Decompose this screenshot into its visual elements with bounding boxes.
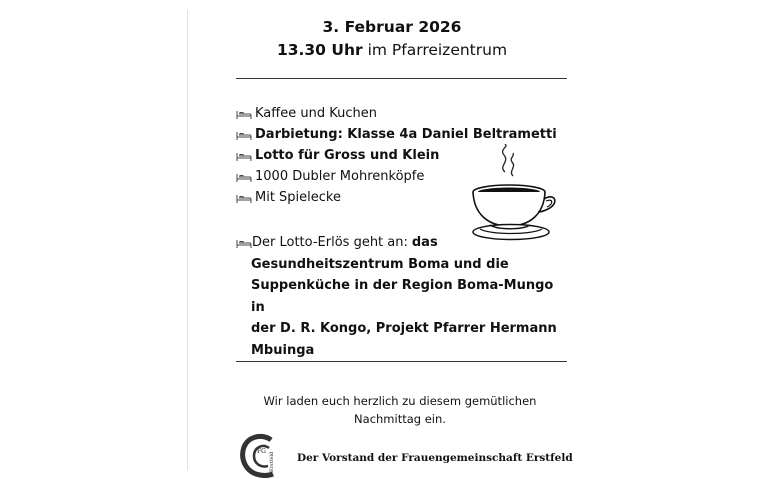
- bullet-icon: [236, 129, 252, 141]
- logo-text: Erstfeld: [269, 451, 275, 472]
- lotto-recipient-line: Suppenküche in der Region Boma-Mungo in: [251, 278, 554, 315]
- program-item-label: Lotto für Gross und Klein: [255, 148, 440, 163]
- logo-letters: FG: [257, 448, 266, 455]
- lotto-recipient-first: das: [411, 235, 438, 250]
- invitation-text: [250, 392, 550, 428]
- bullet-icon: [236, 192, 252, 204]
- lotto-recipient-line: der D. R. Kongo, Projekt Pfarrer Hermann: [251, 321, 557, 336]
- invitation-line: Wir laden euch herzlich zu diesem gemütlichen: [263, 394, 537, 408]
- bullet-icon: [236, 237, 252, 249]
- program-item-label: Darbietung: Klasse 4a Daniel Beltrametti: [255, 127, 557, 142]
- lotto-intro: Der Lotto-Erlös geht an:: [252, 235, 408, 250]
- top-divider: [236, 78, 567, 79]
- page-edge-line: [187, 10, 188, 470]
- invitation-line: Nachmittag ein.: [354, 412, 446, 426]
- program-item-label: Mit Spielecke: [255, 190, 341, 205]
- program-item-label: Kaffee und Kuchen: [255, 106, 377, 121]
- bullet-icon: [236, 150, 252, 162]
- lotto-recipient-line: Gesundheitszentrum Boma und die: [251, 256, 509, 272]
- coffee-cup-icon: [468, 144, 558, 242]
- event-time: 13.30 Uhr: [276, 41, 363, 59]
- lotto-first-line: [236, 232, 566, 254]
- lotto-proceeds: [236, 232, 566, 361]
- bullet-icon: [236, 171, 252, 183]
- event-time-place: [0, 41, 784, 59]
- frauengemeinschaft-logo: [240, 432, 290, 478]
- program-item: [236, 124, 556, 145]
- bottom-divider: [236, 361, 567, 362]
- program-item: [236, 103, 556, 124]
- program-item-label: 1000 Dubler Mohrenköpfe: [255, 169, 425, 184]
- bullet-icon: [236, 108, 252, 120]
- event-place: im Pfarreizentrum: [367, 41, 508, 59]
- board-signature: Der Vorstand der Frauengemeinschaft Erstfeld: [297, 452, 573, 464]
- event-date: 3. Februar 2026: [322, 18, 462, 36]
- lotto-recipient-line: Mbuinga: [251, 342, 315, 358]
